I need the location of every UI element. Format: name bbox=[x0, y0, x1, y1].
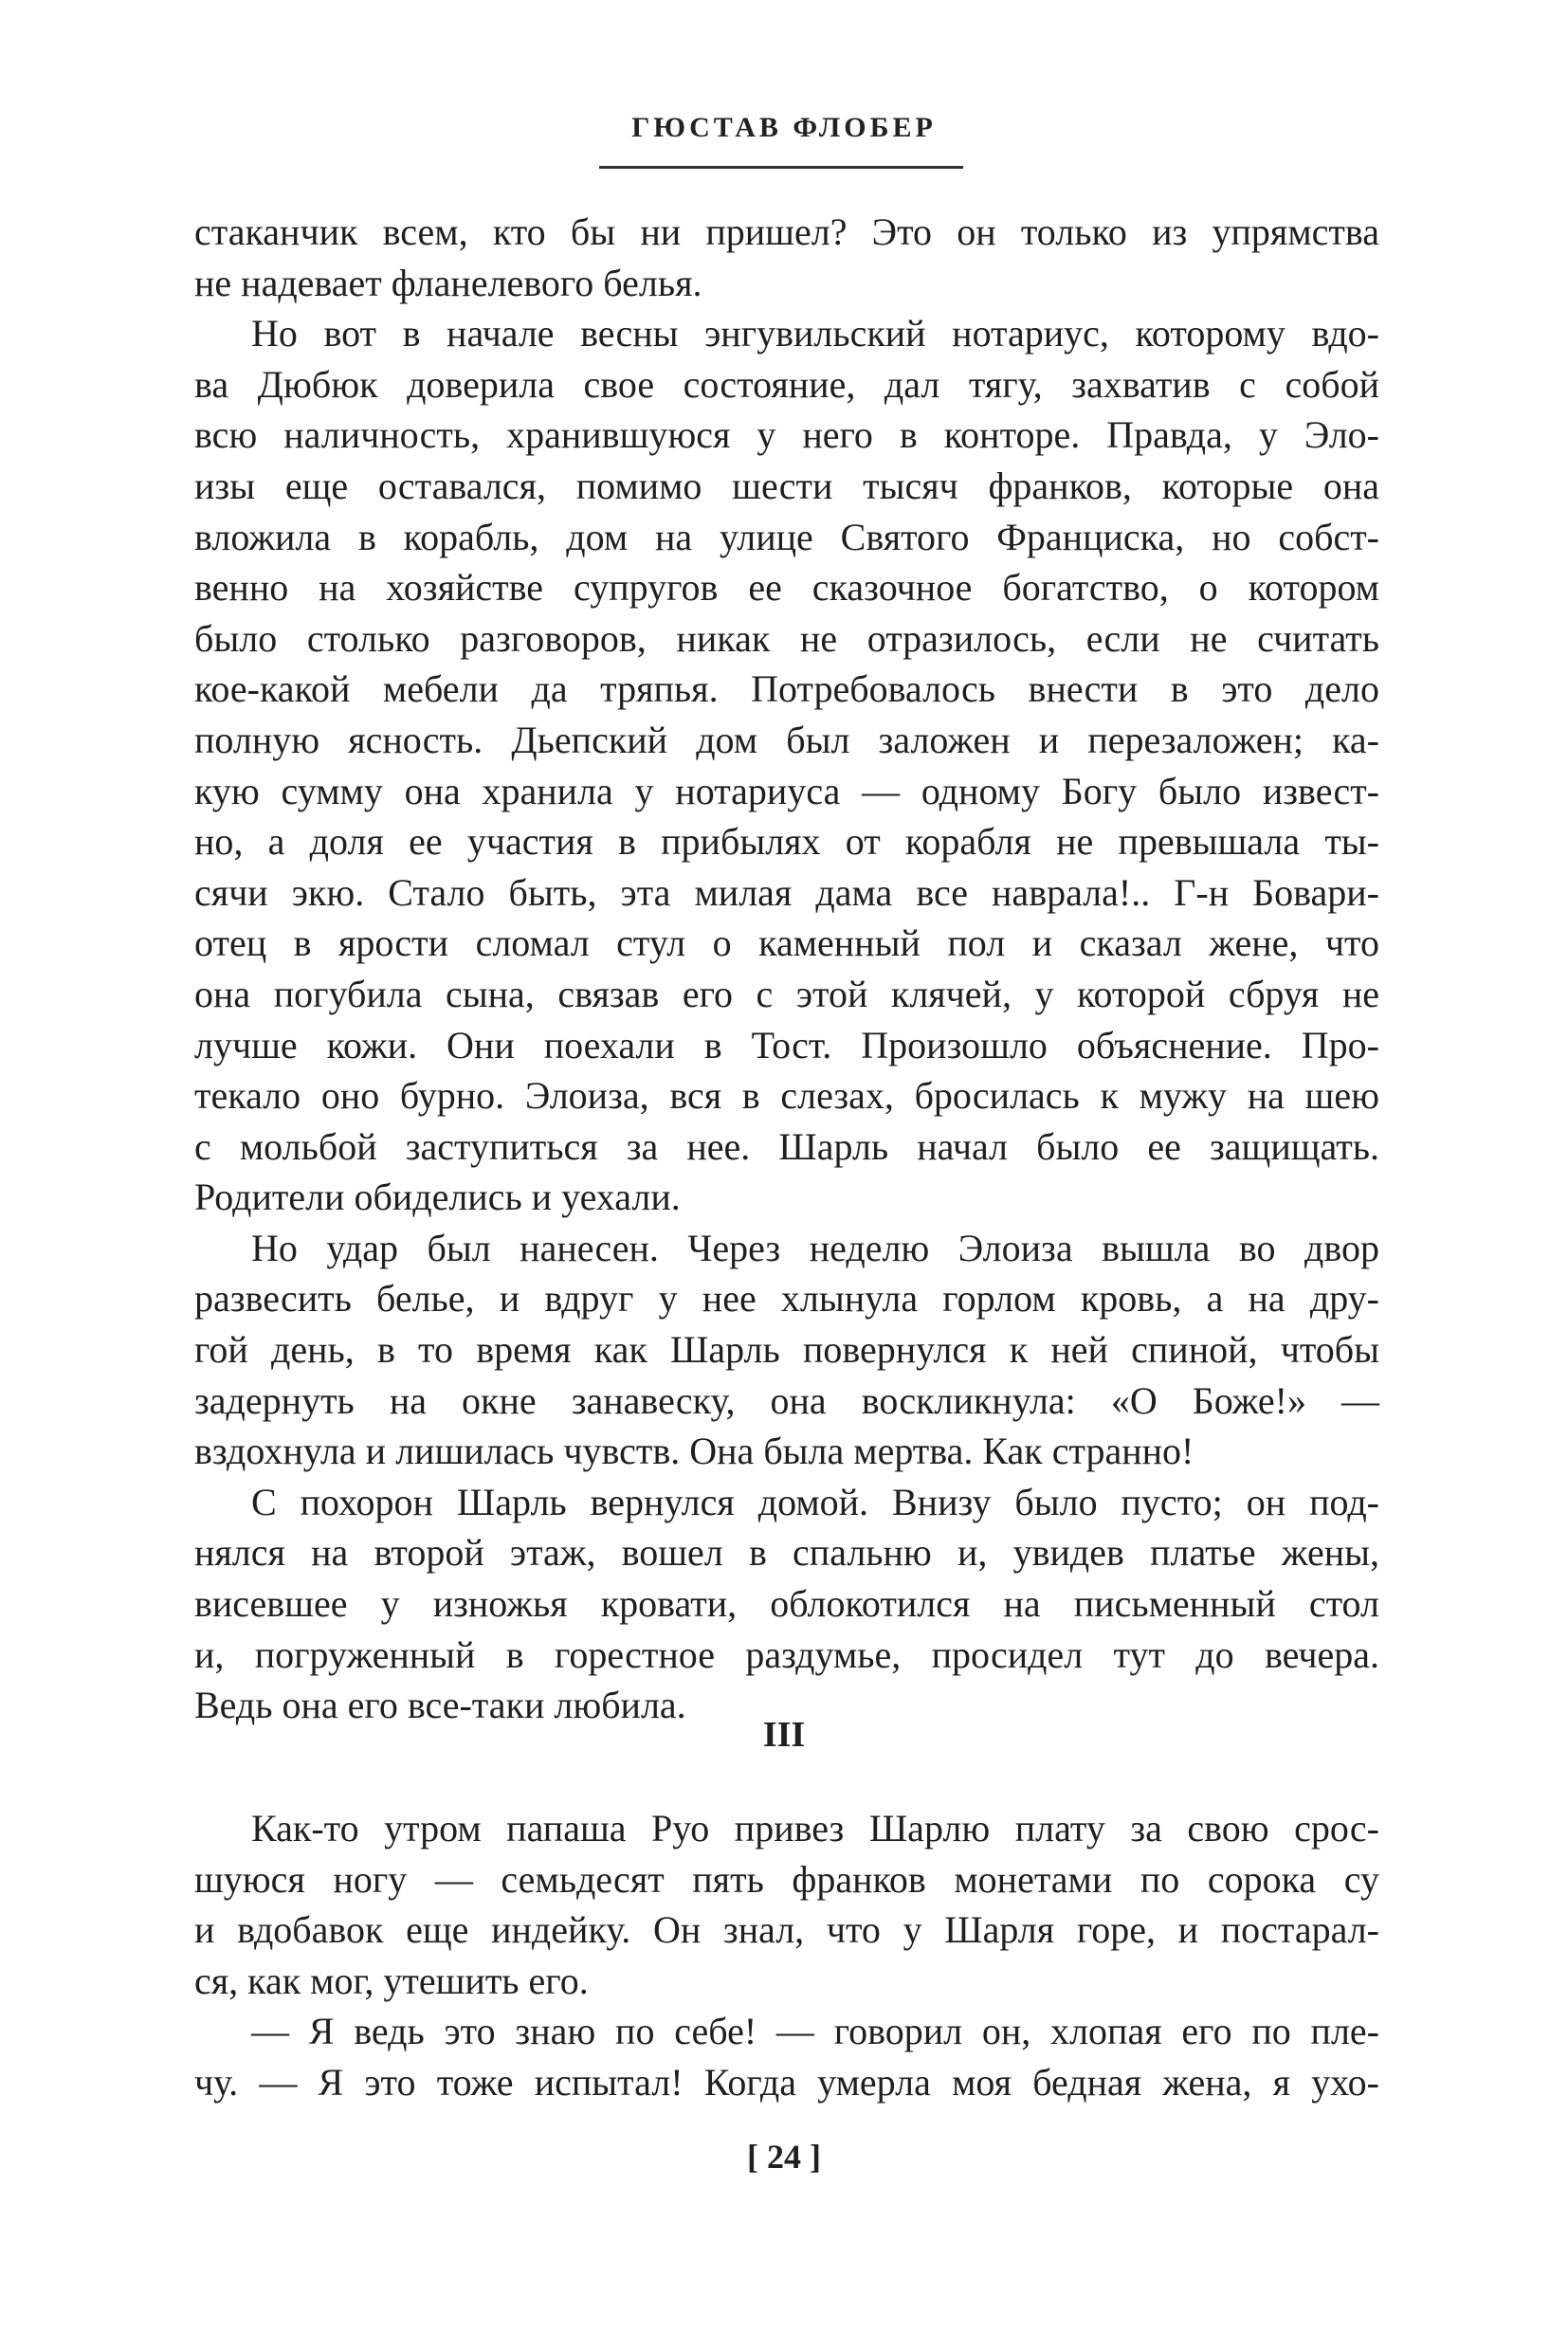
text-line: гой день, в то время как Шарль повернулся к ней спиной, чтобы bbox=[194, 1328, 1379, 1372]
text-line: венно на хозяйстве супругов ее сказочное богатство, о котором bbox=[194, 566, 1379, 610]
text-line: ся, как мог, утешить его. bbox=[194, 1959, 589, 2002]
text-line: лучше кожи. Они поехали в Тост. Произошло объяснение. Про- bbox=[194, 1023, 1379, 1066]
text-line: и, погруженный в горестное раздумье, просидел тут до вечера. bbox=[194, 1632, 1379, 1676]
text-line: Родители обиделись и уехали. bbox=[194, 1176, 681, 1219]
text-line: развесить белье, и вдруг у нее хлынула горлом кровь, а на дру- bbox=[194, 1277, 1379, 1321]
text-line: с мольбой заступиться за нее. Шарль начал было ее защищать. bbox=[194, 1124, 1379, 1168]
text-line: отец в ярости сломал стул о каменный пол и сказал жене, что bbox=[194, 921, 1379, 965]
chapter-heading: III bbox=[762, 1715, 806, 1755]
text-line: вздохнула и лишилась чувств. Она была мертва. Как странно! bbox=[194, 1430, 1194, 1473]
text-line: шуюся ногу — семьдесят пять франков монетами по сорока су bbox=[194, 1857, 1379, 1901]
text-line: висевшее у изножья кровати, облокотился на письменный стол bbox=[194, 1582, 1379, 1626]
text-line: нялся на второй этаж, вошел в спальню и, увидев платье жены, bbox=[194, 1531, 1379, 1575]
text-line: Ведь она его все-таки любила. bbox=[194, 1684, 686, 1727]
text-line: С похорон Шарль вернулся домой. Внизу было пусто; он под- bbox=[251, 1480, 1379, 1523]
body-text-bottom bbox=[194, 1803, 1379, 2108]
text-line: Как-то утром папаша Руо привез Шарлю плату за свою срос- bbox=[251, 1807, 1379, 1850]
text-line: она погубила сына, связав его с этой клячей, у которой сбруя не bbox=[194, 972, 1379, 1015]
page-number: [ 24 ] bbox=[747, 2138, 821, 2176]
text-line: стаканчик всем, кто бы ни пришел? Это он только из упрямства bbox=[194, 210, 1379, 253]
text-line: всю наличность, хранившуюся у него в конторе. Правда, у Эло- bbox=[194, 413, 1379, 457]
text-line: текало оно бурно. Элоиза, вся в слезах, бросилась к мужу на шею bbox=[194, 1074, 1379, 1118]
text-line: не надевает фланелевого белья. bbox=[194, 261, 702, 304]
text-line: задернуть на окне занавеску, она воскликнула: «О Боже!» — bbox=[194, 1378, 1379, 1422]
text-line: и вдобавок еще индейку. Он знал, что у Шарля горе, и постарал- bbox=[194, 1908, 1379, 1952]
text-line: сячи экю. Стало быть, эта милая дама все наврала!.. Г-н Бовари- bbox=[194, 870, 1379, 914]
text-line: полную ясность. Дьепский дом был заложен и перезаложен; ка- bbox=[194, 718, 1379, 761]
text-line: кое-какой мебели да тряпья. Потребовалось внести в это дело bbox=[194, 667, 1379, 711]
text-line: ва Дюбюк доверила свое состояние, дал тягу, захватив с собой bbox=[194, 362, 1379, 406]
text-line: вложила в корабль, дом на улице Святого Франциска, но собст- bbox=[194, 515, 1379, 558]
text-line: кую сумму она хранила у нотариуса — одному Богу было извест- bbox=[194, 769, 1379, 812]
text-line: было столько разговоров, никак не отразилось, если не считать bbox=[194, 616, 1379, 660]
text-line: чу. — Я это тоже испытал! Когда умерла моя бедная жена, я ухо- bbox=[194, 2060, 1379, 2104]
text-line: — Я ведь это знаю по себе! — говорил он, хлопая его по пле- bbox=[251, 2010, 1379, 2053]
text-line: Но вот в начале весны энгувильский нотариус, которому вдо- bbox=[251, 312, 1379, 355]
running-head-author: ГЮСТАВ ФЛОБЕР bbox=[631, 112, 937, 143]
text-line: изы еще оставался, помимо шести тысяч франков, которые она bbox=[194, 464, 1379, 507]
header-rule bbox=[599, 166, 963, 169]
text-line: Но удар был нанесен. Через неделю Элоиза вышла во двор bbox=[251, 1226, 1379, 1269]
body-text-top bbox=[194, 207, 1379, 1731]
text-line: но, а доля ее участия в прибылях от корабля не превышала ты- bbox=[194, 820, 1379, 864]
